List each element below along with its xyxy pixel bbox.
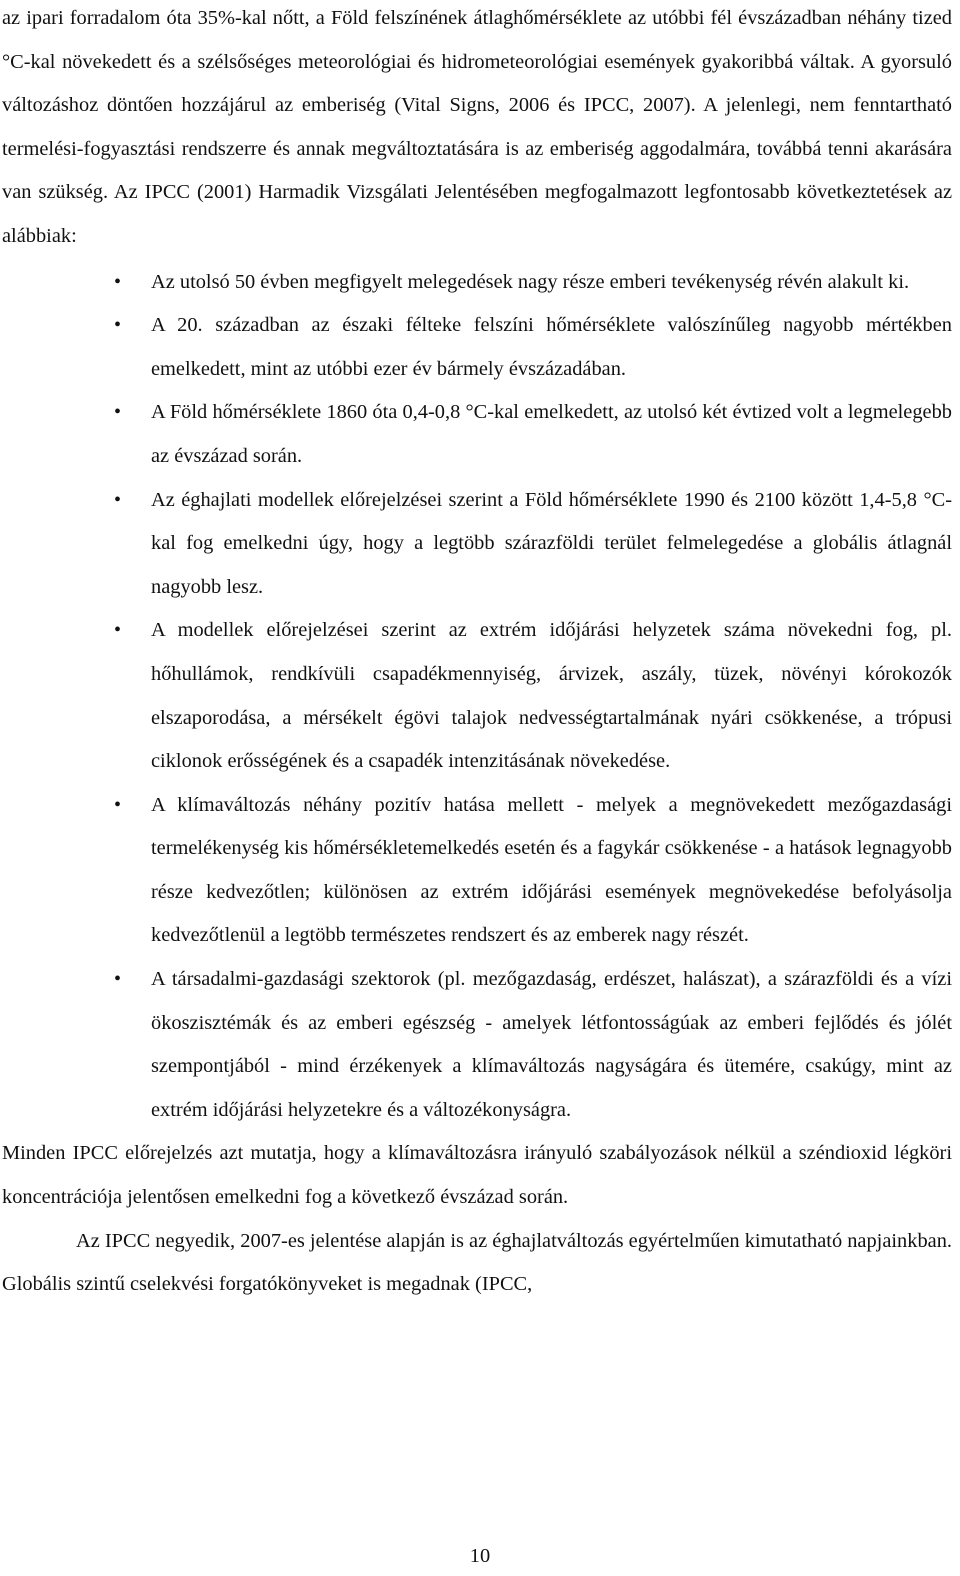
bullet-icon: • xyxy=(114,619,122,642)
list-item-text: Az éghajlati modellek előrejelzései szerint a Föld hőmérséklete 1990 és 2100 között 1,4-5,8 °C-kal fog emelkedni úgy, hogy a legtöbb szárazföldi terület felmelegedése a globális átlagnál nagyobb lesz. xyxy=(151,488,952,598)
page-number: 10 xyxy=(469,1545,491,1567)
list-item xyxy=(2,391,952,478)
list-item-text: A modellek előrejelzései szerint az extrém időjárási helyzetek száma növekedni fog, pl. hőhullámok, rendkívüli csapadékmennyiség, árvizek, aszály, tüzek, növényi kórokozók elszaporodása, a mérsékelt égövi talajok nedvességtartalmának nyári csökkenése, a trópusi ciklonok erősségének és a csapadék intenzitásának növekedése. xyxy=(151,619,952,773)
list-item xyxy=(2,784,952,958)
ipcc-fourth-report-paragraph: Az IPCC negyedik, 2007-es jelentése alapján is az éghajlatváltozás egyértelműen kimutatható napjainkban. Globális szintű cselekvési forgatókönyveket is megadnak (IPCC, xyxy=(2,1229,952,1296)
list-item-text: A társadalmi-gazdasági szektorok (pl. mezőgazdaság, erdészet, halászat), a szárazföldi és a vízi ökoszisztémák és az emberi egészség - amelyek létfontosságúak az emberi fejlődés és jólét szempontjából - mind érzékenyek a klímaváltozás nagyságára és ütemére, csakúgy, mint az extrém időjárási helyzetekre és a változékonyságra. xyxy=(151,968,952,1121)
list-item xyxy=(2,479,952,610)
list-item-text: A 20. században az északi félteke felszíni hőmérséklete valószínűleg nagyobb mértékben emelkedett, mint az utóbbi ezer év bármely évszázadában. xyxy=(151,314,952,380)
list-item-text: A Föld hőmérséklete 1860 óta 0,4-0,8 °C-kal emelkedett, az utolsó két évtized volt a legmelegebb az évszázad során. xyxy=(151,401,952,467)
intro-paragraph: az ipari forradalom óta 35%-kal nőtt, a Föld felszínének átlaghőmérséklete az utóbbi fél évszázadban néhány tized °C-kal növekedett és a szélsőséges meteorológiai és hidrometeorológiai események gyakoribbá váltak. A gyorsuló változáshoz döntően hozzájárul az emberiség (Vital Signs, 2006 és IPCC, 2007). A jelenlegi, nem fenntartható termelési-fogyasztási rendszerre és annak megváltoztatására is az emberiség aggodalmára, továbbá tenni akarására van szükség. Az IPCC (2001) Harmadik Vizsgálati Jelentésében megfogalmazott legfontosabb következtetések az alábbiak: xyxy=(2,7,952,247)
bullet-icon: • xyxy=(114,968,122,991)
bullet-icon: • xyxy=(114,314,122,337)
bullet-icon: • xyxy=(114,488,122,511)
document-page xyxy=(2,0,952,1307)
bullet-icon: • xyxy=(114,270,122,293)
findings-list xyxy=(2,261,952,1133)
list-item xyxy=(2,261,952,305)
list-item xyxy=(2,609,952,783)
bullet-icon: • xyxy=(114,401,122,424)
list-item-text: A klímaváltozás néhány pozitív hatása mellett - melyek a megnövekedett mezőgazdasági termelékenység kis hőmérsékletemelkedés esetén és a fagykár csökkenése - a hatások legnagyobb része kedvezőtlen; különösen az extrém időjárási események megnövekedése befolyásolja kedvezőtlenül a legtöbb természetes rendszert és az emberek nagy részét. xyxy=(151,793,952,947)
list-item xyxy=(2,304,952,391)
list-item-text: Az utolsó 50 évben megfigyelt melegedések nagy része emberi tevékenység révén alakult ki. xyxy=(151,270,910,293)
bullet-icon: • xyxy=(114,793,122,816)
list-item xyxy=(2,958,952,1132)
conclusion-paragraph: Minden IPCC előrejelzés azt mutatja, hogy a klímaváltozásra irányuló szabályozások nélkül a széndioxid légköri koncentrációja jelentősen emelkedni fog a következő évszázad során. xyxy=(2,1142,952,1209)
